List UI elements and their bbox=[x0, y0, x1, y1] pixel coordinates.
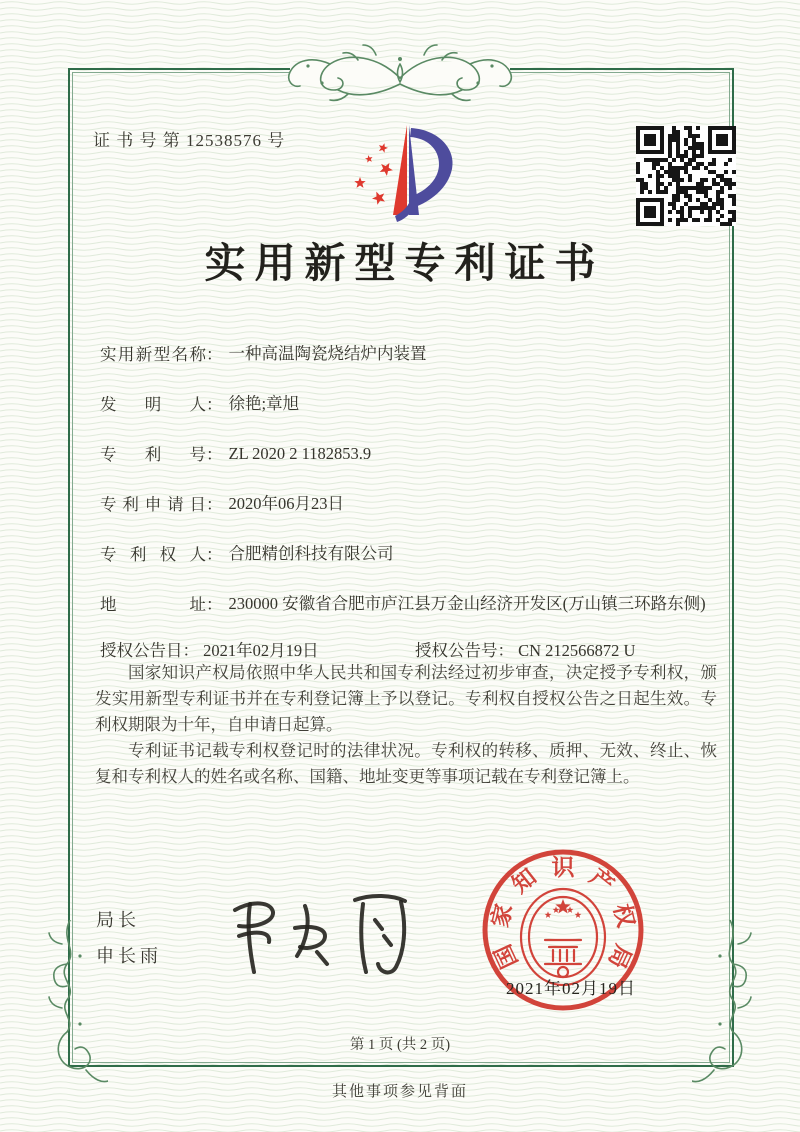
logo-star-icon bbox=[354, 177, 365, 188]
field-value: 一种高温陶瓷烧结炉内装置 bbox=[228, 344, 427, 363]
grant-number-label: 授权公告号 bbox=[415, 641, 498, 660]
top-flourish-ornament bbox=[278, 38, 522, 104]
grant-row bbox=[100, 637, 636, 661]
colon: ： bbox=[206, 445, 223, 464]
colon: ： bbox=[206, 495, 223, 514]
director-handwritten-signature-icon bbox=[205, 872, 435, 982]
field-row-3 bbox=[100, 491, 344, 516]
field-row-2 bbox=[100, 441, 371, 466]
svg-text:家: 家 bbox=[487, 901, 517, 930]
bottom-right-flourish-ornament bbox=[692, 920, 764, 1090]
cnipa-logo-icon bbox=[352, 112, 482, 237]
grant-number-group bbox=[415, 637, 635, 661]
signer-name: 申长雨 bbox=[96, 946, 162, 966]
svg-text:产: 产 bbox=[584, 864, 619, 898]
svg-text:知: 知 bbox=[507, 864, 542, 898]
field-label: 地址 bbox=[100, 595, 206, 614]
legal-paragraph-2: 专利证书记载专利权登记时的法律状况。专利权的转移、质押、无效、终止、恢复和专利权人的姓名或名称、国籍、地址变更等事项记载在专利登记簿上。 bbox=[95, 741, 717, 786]
certificate-number: 证 书 号 第 12538576 号 bbox=[93, 131, 286, 150]
svg-text:局: 局 bbox=[603, 940, 636, 973]
field-row-0 bbox=[100, 341, 427, 366]
logo-star-icon bbox=[379, 143, 388, 153]
field-value: ZL 2020 2 1182853.9 bbox=[228, 444, 372, 463]
field-value: 合肥精创科技有限公司 bbox=[228, 544, 394, 563]
colon: ： bbox=[206, 545, 223, 564]
logo-triangle-red bbox=[393, 125, 407, 215]
logo-p-swoosh bbox=[410, 128, 453, 207]
colon: ： bbox=[206, 395, 223, 414]
signer-title: 局长 bbox=[96, 910, 140, 930]
legal-paragraph-1: 国家知识产权局依照中华人民共和国专利法经过初步审查，决定授予专利权，颁发实用新型专利证书并在专利登记簿上予以登记。专利权自授权公告之日起生效。专利权期限为十年，自申请日起算。 bbox=[95, 663, 717, 734]
back-side-note: 其他事项参见背面 bbox=[331, 1084, 468, 1100]
grant-number-value: CN 212566872 U bbox=[518, 641, 636, 660]
field-label: 发明人 bbox=[100, 395, 206, 414]
field-value: 230000 安徽省合肥市庐江县万金山经济开发区(万山镇三环路东侧) bbox=[228, 594, 706, 613]
field-row-4 bbox=[100, 541, 394, 566]
field-row-5 bbox=[100, 591, 706, 616]
field-label: 实用新型名称 bbox=[100, 345, 206, 364]
colon: ： bbox=[497, 641, 514, 660]
field-label: 专利权人 bbox=[100, 545, 206, 564]
page-number: 第 1 页 (共 2 页) bbox=[349, 1037, 451, 1053]
colon: ： bbox=[206, 345, 223, 364]
field-row-1 bbox=[100, 391, 299, 416]
grant-date-value: 2021年02月19日 bbox=[203, 641, 319, 660]
field-label: 专利号 bbox=[100, 445, 206, 464]
logo-star-icon bbox=[380, 163, 393, 176]
field-label: 专利申请日 bbox=[100, 495, 206, 514]
logo-star-icon bbox=[372, 192, 385, 205]
qr-code bbox=[636, 126, 736, 226]
logo-star-icon bbox=[365, 155, 373, 163]
svg-text:权: 权 bbox=[609, 901, 639, 930]
svg-text:识: 识 bbox=[551, 855, 575, 880]
seal-date: 2021年02月19日 bbox=[506, 979, 636, 998]
legal-text bbox=[95, 660, 717, 790]
grant-date-label: 授权公告日 bbox=[100, 641, 183, 660]
colon: ： bbox=[206, 595, 223, 614]
colon: ： bbox=[182, 641, 199, 660]
certificate-title: 实用新型专利证书 bbox=[204, 240, 605, 286]
svg-text:国: 国 bbox=[490, 940, 523, 973]
field-value: 2020年06月23日 bbox=[228, 494, 344, 513]
field-value: 徐艳;章旭 bbox=[228, 394, 300, 413]
